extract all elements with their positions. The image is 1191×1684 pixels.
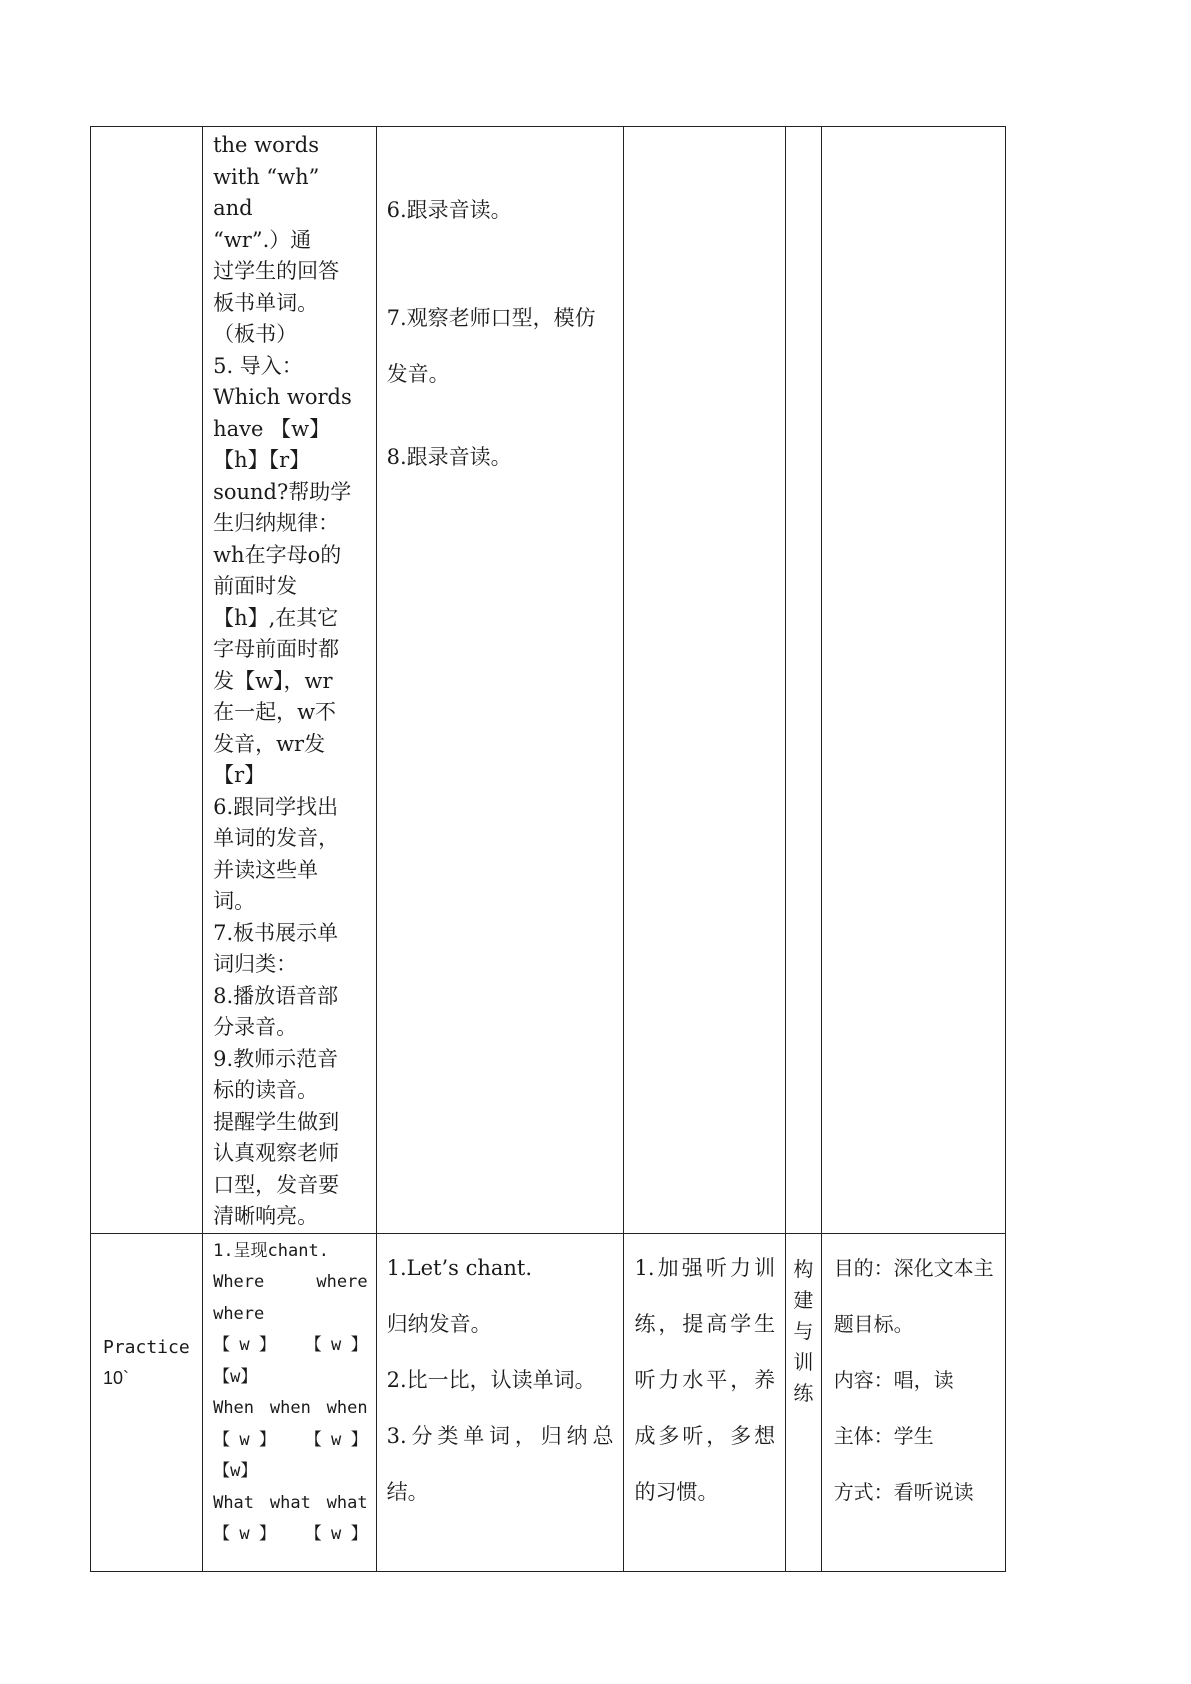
text-line: 1.呈现chant. (213, 1240, 329, 1261)
text-line: 过学生的回答 (213, 259, 340, 283)
notes-cell (821, 1233, 1005, 1571)
text-line: 【w】 【w】 (213, 1524, 368, 1544)
method-char: 练 (793, 1380, 814, 1405)
student-activity-cell (376, 127, 624, 1234)
notes-line: 题目标。 (833, 1311, 914, 1336)
text-line: 并读这些单 (213, 857, 319, 882)
table-row (91, 1233, 1006, 1571)
notes-line: 方式：看听说读 (833, 1479, 974, 1504)
student-activity-item: 6.跟录音读。 (386, 198, 512, 222)
table-row (91, 127, 1006, 1234)
text-line: 认真观察老师 (213, 1141, 340, 1165)
text-line: 【r】 (213, 763, 266, 787)
teacher-activity-cell (203, 1233, 377, 1571)
method-cell (786, 1233, 822, 1571)
purpose-cell (624, 1233, 786, 1571)
text-line: the words (213, 133, 320, 157)
text-line: 5. 导入： (213, 353, 303, 378)
student-activity-item: 8.跟录音读。 (386, 445, 512, 469)
text-line: 分录音。 (213, 1015, 298, 1039)
text-line: 板书单词。 (213, 290, 319, 315)
notes-cell-empty (821, 127, 1005, 1234)
text-line: 9.教师示范音 (213, 1046, 339, 1071)
text-line: wh在字母o的 (213, 542, 342, 567)
purpose-text: 1.加强听力训练，提高学生听力水平，养成多听，多想的习惯。 (634, 1255, 776, 1504)
teacher-activity-cell (203, 127, 377, 1234)
lesson-plan-table (90, 126, 1006, 1572)
method-char: 与 (793, 1318, 814, 1343)
student-activity-item: 3.分类单词，归纳总结。 (386, 1423, 614, 1504)
stage-cell (91, 1233, 203, 1571)
text-line: where (213, 1303, 265, 1324)
text-line: 标的读音。 (213, 1078, 319, 1102)
text-line: 前面时发 (213, 574, 298, 598)
method-char: 构 (793, 1256, 814, 1281)
text-line: 口型，发音要 (213, 1172, 340, 1197)
notes-line: 目的：深化文本主 (833, 1255, 994, 1280)
text-line: 词。 (213, 889, 256, 913)
student-activity-item: 7.观察老师口型，模仿发音。 (386, 306, 596, 386)
notes-line: 主体：学生 (833, 1423, 934, 1448)
text-line: 在一起，w不 (213, 700, 337, 724)
text-line: 生归纳规律： (213, 511, 340, 535)
text-line: have 【w】 (213, 416, 331, 441)
text-line: When when when (213, 1398, 368, 1418)
text-line: 【w】 (213, 1461, 258, 1481)
text-line: “wr”.）通 (213, 227, 312, 252)
student-activity-item: 1.Let’s chant. (386, 1255, 533, 1280)
notes-line: 内容：唱，读 (833, 1367, 954, 1392)
purpose-cell-empty (624, 127, 786, 1234)
text-line: sound?帮助学 (213, 479, 352, 504)
text-line: Where where (213, 1272, 368, 1292)
text-line: with “wh” (213, 164, 320, 189)
stage-time: 10` (103, 1367, 130, 1388)
student-activity-item: 2.比一比，认读单词。 (386, 1367, 596, 1392)
text-line: 单词的发音， (213, 826, 340, 850)
text-line: 【h】【r】 (213, 448, 311, 472)
text-line: 【w】 【w】 (213, 1335, 368, 1355)
method-char: 建 (793, 1287, 814, 1312)
text-line: 词归类： (213, 952, 298, 976)
text-line: 发【w】，wr (213, 668, 333, 693)
text-line: 8.播放语音部 (213, 983, 339, 1008)
text-line: （板书） (213, 322, 298, 346)
text-line: Which words (213, 385, 352, 409)
text-line: 字母前面时都 (213, 637, 340, 661)
text-line: and (213, 196, 253, 220)
stage-label: Practice (103, 1336, 190, 1358)
method-cell-empty (786, 127, 822, 1234)
text-line: 【w】 【w】 (213, 1429, 368, 1450)
method-char: 训 (793, 1349, 814, 1374)
text-line: 7.板书展示单 (213, 920, 339, 945)
text-line: 提醒学生做到 (213, 1109, 340, 1134)
text-line: 【h】,在其它 (213, 605, 339, 630)
text-line: What what what (213, 1492, 368, 1513)
student-activity-cell (376, 1233, 624, 1571)
student-activity-item: 归纳发音。 (386, 1311, 492, 1336)
text-line: 【w】 (213, 1366, 258, 1387)
text-line: 6.跟同学找出 (213, 794, 339, 819)
text-line: 发音，wr发 (213, 731, 326, 756)
text-line: 清晰响亮。 (213, 1204, 319, 1228)
stage-cell-empty (91, 127, 203, 1234)
